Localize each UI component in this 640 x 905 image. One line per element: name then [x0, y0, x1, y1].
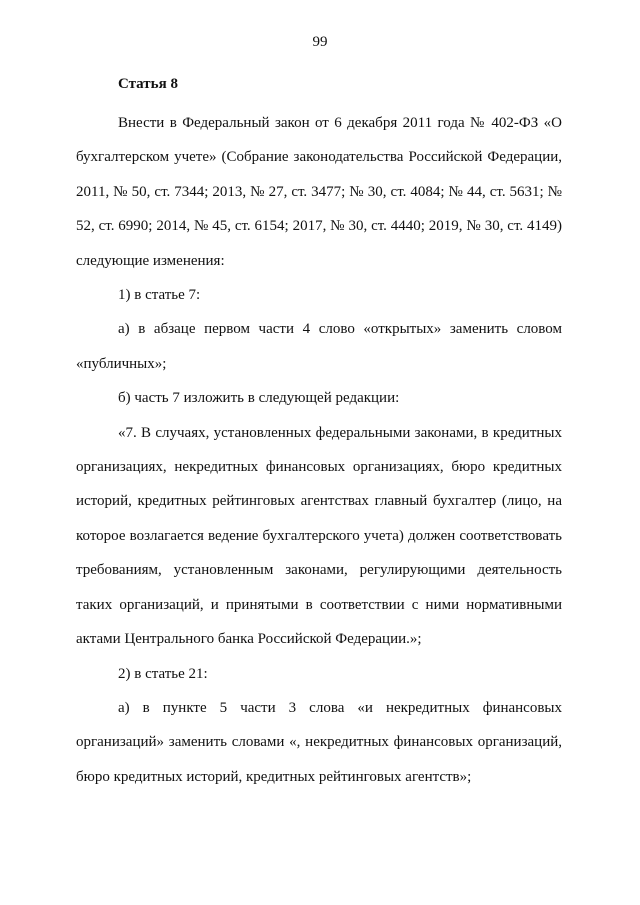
paragraph-item-2: 2) в статье 21: [118, 665, 208, 682]
paragraph-item-1a: а) в абзаце первом части 4 слово «открытых» заменить словом «публичных»; [76, 321, 562, 372]
paragraph-quoted-part-7: «7. В случаях, установленных федеральными законами, в кредитных организациях, некредитных финансовых организациях, бюро кредитных историй, кредитных рейтинговых агентствах главный бухгалтер (лицо, на которое возлагается ведение бухгалтерского учета) должен соответствовать требованиям, установленным законами, регулирующими деятельность таких организаций, и принятыми в соответствии с ними нормативными актами Центрального банка Российской Федерации.»; [76, 424, 562, 648]
paragraph-item-1: 1) в статье 7: [118, 287, 201, 304]
paragraph-item-2a: а) в пункте 5 части 3 слова «и некредитных финансовых организаций» заменить словами «, некредитных финансовых организаций, бюро кредитных историй, кредитных рейтинговых агентств»; [76, 699, 562, 785]
article-title: Статья 8 [118, 76, 178, 92]
article-body [76, 106, 562, 794]
paragraph-item-1b: б) часть 7 изложить в следующей редакции: [118, 390, 400, 407]
paragraph-intro: Внести в Федеральный закон от 6 декабря 2011 года № 402-ФЗ «О бухгалтерском учете» (Собрание законодательства Российской Федерации, 2011, № 50, ст. 7344; 2013, № 27, ст. 3477; № 30, ст. 4084; № 44, ст. 5631; № 52, ст. 6990; 2014, № 45, ст. 6154; 2017, № 30, ст. 4440; 2019, № 30, ст. 4149) следующие изменения: [76, 115, 562, 269]
page-number: 99 [312, 34, 328, 50]
